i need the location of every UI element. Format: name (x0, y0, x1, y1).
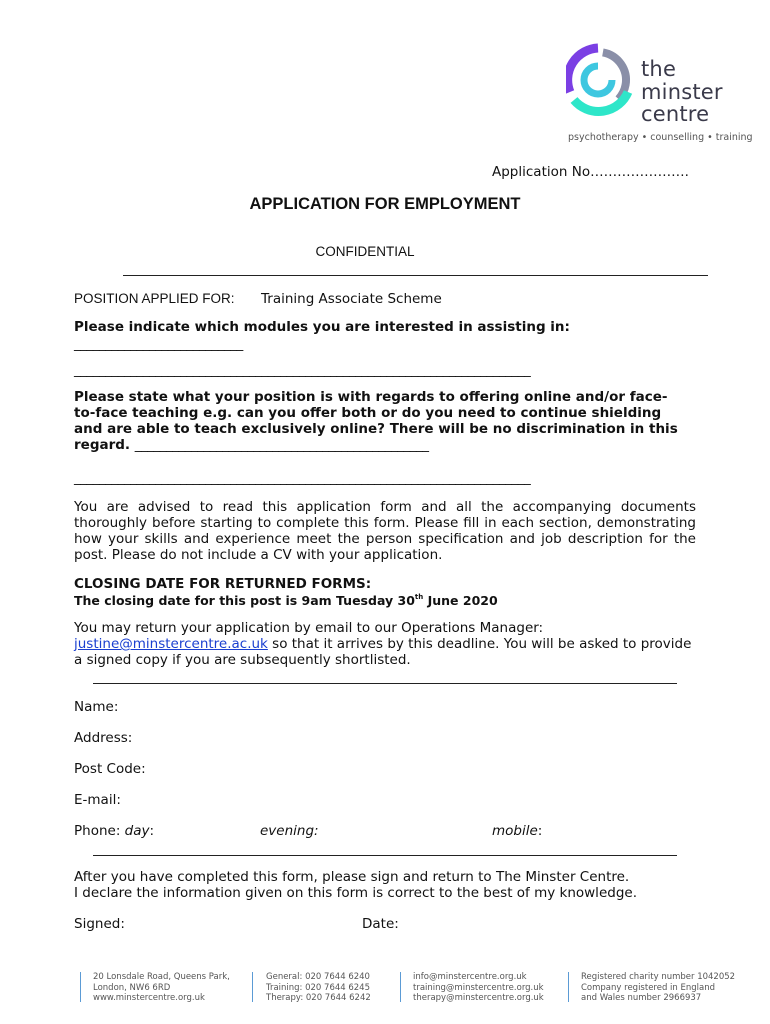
footer-phone: General: 020 7644 6240 (266, 972, 370, 982)
footer-email[interactable]: training@minstercentre.org.uk (413, 982, 544, 993)
divider (93, 683, 677, 684)
footer-address (93, 972, 230, 1004)
logo-tagline: psychotherapy • counselling • training (568, 132, 753, 143)
phone-mobile-label: mobile (492, 823, 538, 839)
divider (123, 275, 708, 276)
divider (93, 855, 677, 856)
operations-manager-email-link[interactable]: justine@minstercentre.ac.uk (74, 636, 268, 652)
footer-address-line: London, NW6 6RD (93, 982, 171, 993)
footer-registration (581, 972, 735, 1004)
online-teaching-question-text: Please state what your position is with regards to offering online and/or face-to-face teaching e.g. can you offer both or do you need to continue shielding and are able to teach exclusively online? There will be no discrimination in this regard. (74, 389, 678, 453)
footer-divider (80, 972, 81, 1002)
signature-field-label[interactable]: Signed: (74, 916, 125, 932)
footer-phone: Therapy: 020 7644 6242 (266, 993, 371, 1003)
closing-date-suffix: th (414, 593, 424, 601)
modules-question: Please indicate which modules you are interested in assisting in: (74, 319, 570, 335)
phone-day-field-label[interactable] (74, 823, 154, 839)
phone-day-colon: : (149, 823, 155, 839)
online-teaching-answer-line[interactable]: _______________________________________________ (134, 437, 429, 453)
postcode-field-label[interactable]: Post Code: (74, 761, 146, 777)
footer-email[interactable]: therapy@minstercentre.org.uk (413, 993, 544, 1003)
confidential-label: CONFIDENTIAL (315, 244, 415, 259)
minster-centre-logo (566, 40, 753, 150)
address-field-label[interactable]: Address: (74, 730, 133, 746)
footer-emails (413, 972, 544, 1004)
logo-word-minster: minster (641, 80, 723, 104)
name-field-label[interactable]: Name: (74, 699, 119, 715)
instructions-paragraph: You are advised to read this application form and all the accompanying documents thoroughly before starting to complete this form. Please fill in each section, demonstrating how your skills and experience meet the person specification and job description for the post. Please do not include a CV with your application. (74, 499, 696, 563)
phone-evening-field-label[interactable]: evening: (260, 823, 319, 839)
modules-answer-line[interactable]: ___________________________ (74, 336, 243, 352)
phone-label: Phone: (74, 823, 125, 839)
return-instructions (74, 620, 694, 668)
footer-email[interactable]: info@minstercentre.org.uk (413, 972, 527, 982)
declaration (74, 869, 694, 901)
return-text-after: so that it arrives by this deadline. You will be asked to provide a signed copy if you are subsequently shortlisted. (74, 636, 692, 668)
closing-date-before: The closing date for this post is 9am Tuesday 30 (74, 593, 415, 608)
online-teaching-answer-line[interactable]: _________________________________________________________________________ (74, 470, 531, 486)
footer-registration-line: Company registered in England (581, 982, 716, 993)
closing-date-text (74, 593, 498, 608)
return-text-before: You may return your application by email to our Operations Manager: (74, 620, 544, 636)
footer-divider (568, 972, 569, 1002)
footer-divider (252, 972, 253, 1002)
page-title: APPLICATION FOR EMPLOYMENT (249, 195, 521, 213)
closing-date-heading: CLOSING DATE FOR RETURNED FORMS: (74, 576, 372, 592)
position-value[interactable]: Training Associate Scheme (261, 291, 442, 307)
footer-website[interactable]: www.minstercentre.org.uk (93, 993, 205, 1003)
footer-registration-line: Registered charity number 1042052 (581, 972, 736, 982)
footer-registration-line: and Wales number 2966937 (581, 993, 702, 1003)
footer-phones (266, 972, 371, 1004)
application-number: Application No…………………. (492, 164, 689, 180)
footer-address-line: 20 Lonsdale Road, Queens Park, (93, 972, 230, 982)
logo-mark-icon (566, 40, 636, 122)
footer-phone: Training: 020 7644 6245 (266, 982, 370, 993)
logo-word-centre: centre (641, 102, 710, 126)
phone-mobile-colon: : (537, 823, 543, 839)
logo-word-the: the (641, 57, 677, 81)
phone-day-label: day (124, 823, 150, 839)
footer-divider (400, 972, 401, 1002)
email-field-label[interactable]: E-mail: (74, 792, 121, 808)
declaration-line-1: After you have completed this form, please sign and return to The Minster Centre. (74, 869, 630, 885)
date-field-label[interactable]: Date: (362, 916, 399, 932)
declaration-line-2: I declare the information given on this form is correct to the best of my knowledge. (74, 885, 637, 901)
online-teaching-question (74, 389, 684, 453)
modules-answer-line[interactable]: _________________________________________________________________________ (74, 362, 531, 378)
closing-date-after: June 2020 (423, 593, 498, 608)
phone-mobile-field-label[interactable] (492, 823, 542, 839)
position-label: POSITION APPLIED FOR: (74, 291, 235, 306)
